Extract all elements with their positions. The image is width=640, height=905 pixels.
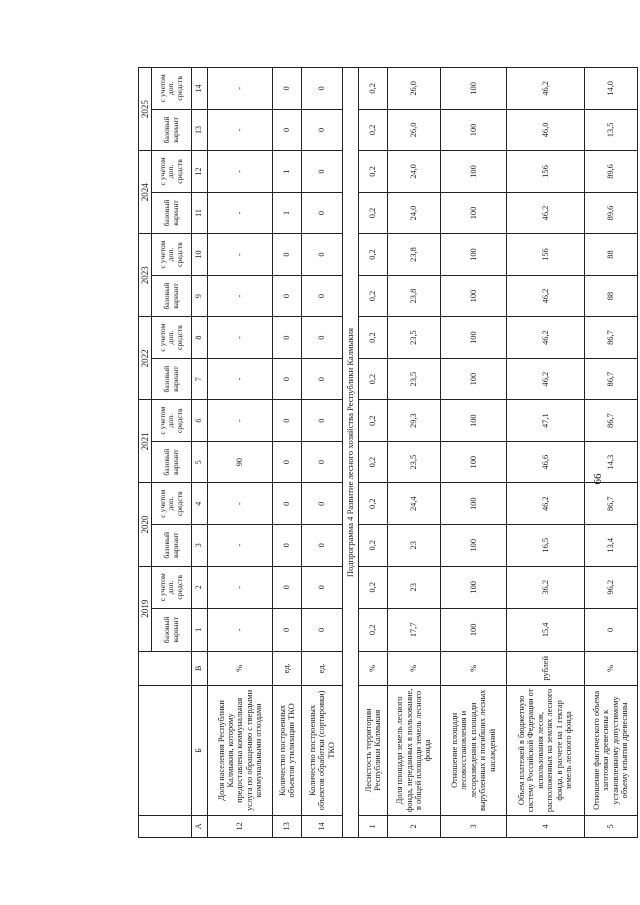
unit-cell: %	[359, 651, 388, 685]
value-cell: -	[207, 192, 273, 234]
column-number-cell: 2	[192, 566, 208, 609]
value-cell: 100	[441, 275, 507, 317]
value-cell: 100	[441, 234, 507, 276]
value-cell: -	[207, 358, 273, 400]
value-cell: 23,5	[387, 358, 440, 400]
value-cell: 0	[301, 483, 342, 525]
value-cell: 0,2	[359, 358, 388, 400]
base-variant-header: базовый вариант	[152, 441, 192, 483]
value-cell: 100	[441, 609, 507, 652]
base-variant-header: базовый вариант	[152, 275, 192, 317]
value-cell: 88	[584, 234, 637, 276]
indicator-name-cell: Объем платежей в бюджетную систему Российской Федерации от использования лесов, расположенных на землях лесного фонда, в расчете на 1 гектар земель лесного фонда	[506, 686, 584, 816]
extra-funds-header: с учетом доп. средств	[152, 317, 192, 359]
value-cell: 1	[273, 151, 302, 193]
value-cell: 0	[301, 275, 342, 317]
value-cell: 0	[273, 441, 302, 483]
value-cell: 0	[301, 317, 342, 359]
value-cell: 16,5	[506, 524, 584, 566]
value-cell: 86,7	[584, 483, 637, 525]
value-cell: 0	[273, 400, 302, 442]
value-cell: 47,1	[506, 400, 584, 442]
year-header: 2019	[139, 566, 152, 651]
indicator-name-cell: Отношение фактического объема заготовки древесины к установленному допустимому объему изъятия древесины	[584, 686, 637, 816]
column-number-cell: 10	[192, 234, 208, 276]
value-cell: 89,6	[584, 192, 637, 234]
column-number-cell: 12	[192, 151, 208, 193]
value-cell: 0	[273, 68, 302, 110]
header-empty-cell	[139, 651, 192, 685]
column-number-cell: В	[192, 651, 208, 685]
rotated-table-sheet	[138, 67, 638, 838]
value-cell: 86,7	[584, 358, 637, 400]
value-cell: 100	[441, 441, 507, 483]
unit-cell: %	[207, 651, 273, 685]
unit-cell: ед.	[301, 651, 342, 685]
value-cell: 96,2	[584, 566, 637, 609]
value-cell: 0,2	[359, 609, 388, 652]
value-cell: -	[207, 483, 273, 525]
year-header: 2025	[139, 68, 152, 151]
unit-cell: %	[387, 651, 440, 685]
value-cell: 89,6	[584, 151, 637, 193]
indicator-name-cell: Лесистость территории Республики Калмыкия	[359, 686, 388, 816]
row-number-cell: 14	[301, 815, 342, 837]
value-cell: 46,2	[506, 192, 584, 234]
value-cell: 100	[441, 151, 507, 193]
value-cell: 0,2	[359, 109, 388, 151]
column-number-cell: 1	[192, 609, 208, 652]
value-cell: -	[207, 275, 273, 317]
value-cell: 0,2	[359, 317, 388, 359]
year-header: 2024	[139, 151, 152, 234]
column-number-cell: 14	[192, 68, 208, 110]
value-cell: -	[207, 68, 273, 110]
value-cell: 24,0	[387, 192, 440, 234]
indicators-table	[138, 67, 638, 838]
value-cell: 23,8	[387, 275, 440, 317]
value-cell: 14,0	[584, 68, 637, 110]
value-cell: 0,2	[359, 400, 388, 442]
base-variant-header: базовый вариант	[152, 192, 192, 234]
value-cell: 100	[441, 109, 507, 151]
year-header: 2023	[139, 234, 152, 317]
value-cell: 100	[441, 566, 507, 609]
unit-cell: ед.	[273, 651, 302, 685]
value-cell: 0	[273, 524, 302, 566]
header-years-row	[139, 68, 152, 838]
value-cell: 26,0	[387, 109, 440, 151]
value-cell: 17,7	[387, 609, 440, 652]
value-cell: 88	[584, 275, 637, 317]
value-cell: 29,3	[387, 400, 440, 442]
table-row	[387, 68, 440, 838]
value-cell: -	[207, 151, 273, 193]
value-cell: 156	[506, 234, 584, 276]
value-cell: 0	[273, 317, 302, 359]
value-cell: 23	[387, 566, 440, 609]
row-number-cell: 1	[359, 815, 388, 837]
indicator-name-cell: Доля населения Республики Калмыкия, которому предоставлена коммунальная услуга по обращению с твердыми коммунальными отходами	[207, 686, 273, 816]
value-cell: 24,4	[387, 483, 440, 525]
extra-funds-header: с учетом доп. средств	[152, 68, 192, 110]
value-cell: 0,2	[359, 151, 388, 193]
column-number-row	[192, 68, 208, 838]
value-cell: 0,2	[359, 524, 388, 566]
value-cell: 1	[273, 192, 302, 234]
column-number-cell: 13	[192, 109, 208, 151]
indicator-name-cell: Количество построенных объектов утилизации ТКО	[273, 686, 302, 816]
value-cell: 0,2	[359, 68, 388, 110]
header-empty-cell	[139, 815, 192, 837]
value-cell: -	[207, 609, 273, 652]
value-cell: 100	[441, 483, 507, 525]
table-row	[359, 68, 388, 838]
value-cell: 0	[301, 192, 342, 234]
subprogram-title-row	[342, 68, 359, 838]
value-cell: 100	[441, 192, 507, 234]
value-cell: 90	[207, 441, 273, 483]
unit-cell: %	[441, 651, 507, 685]
value-cell: 0,2	[359, 483, 388, 525]
value-cell: 0,2	[359, 566, 388, 609]
value-cell: 46,2	[506, 358, 584, 400]
value-cell: -	[207, 234, 273, 276]
value-cell: 0	[273, 275, 302, 317]
value-cell: 23,5	[387, 441, 440, 483]
value-cell: 46,2	[506, 68, 584, 110]
row-number-cell: 3	[441, 815, 507, 837]
value-cell: 15,4	[506, 609, 584, 652]
value-cell: -	[207, 524, 273, 566]
base-variant-header: базовый вариант	[152, 609, 192, 652]
value-cell: 0	[301, 109, 342, 151]
value-cell: 26,0	[387, 68, 440, 110]
row-number-cell: 12	[207, 815, 273, 837]
value-cell: 100	[441, 400, 507, 442]
value-cell: -	[207, 109, 273, 151]
value-cell: 46,2	[506, 483, 584, 525]
table-row	[207, 68, 273, 838]
base-variant-header: базовый вариант	[152, 109, 192, 151]
value-cell: -	[207, 400, 273, 442]
year-header: 2020	[139, 483, 152, 566]
header-empty-cell	[139, 686, 192, 816]
year-header: 2022	[139, 317, 152, 400]
table-row	[506, 68, 584, 838]
value-cell: 0	[301, 234, 342, 276]
column-number-cell: 5	[192, 441, 208, 483]
value-cell: 46,6	[506, 441, 584, 483]
table-body	[192, 68, 638, 838]
column-number-cell: 9	[192, 275, 208, 317]
column-number-cell: 8	[192, 317, 208, 359]
column-number-cell: 4	[192, 483, 208, 525]
value-cell: 0	[273, 566, 302, 609]
page-number: 66	[592, 473, 604, 485]
value-cell: 0	[273, 234, 302, 276]
value-cell: -	[207, 566, 273, 609]
value-cell: 23	[387, 524, 440, 566]
extra-funds-header: с учетом доп. средств	[152, 566, 192, 609]
value-cell: 46,2	[506, 317, 584, 359]
extra-funds-header: с учетом доп. средств	[152, 151, 192, 193]
row-number-cell: 4	[506, 815, 584, 837]
value-cell: 24,0	[387, 151, 440, 193]
value-cell: 0,2	[359, 275, 388, 317]
row-number-cell: 2	[387, 815, 440, 837]
value-cell: 13,4	[584, 524, 637, 566]
column-number-cell: А	[192, 815, 208, 837]
column-number-cell: 6	[192, 400, 208, 442]
value-cell: 0	[273, 358, 302, 400]
value-cell: 0	[301, 68, 342, 110]
value-cell: 46,0	[506, 109, 584, 151]
value-cell: -	[207, 317, 273, 359]
extra-funds-header: с учетом доп. средств	[152, 234, 192, 276]
year-header: 2021	[139, 400, 152, 483]
value-cell: 0	[301, 441, 342, 483]
table-row	[273, 68, 302, 838]
column-number-cell: 7	[192, 358, 208, 400]
value-cell: 100	[441, 524, 507, 566]
value-cell: 0	[301, 400, 342, 442]
value-cell: 0	[584, 609, 637, 652]
value-cell: 0,2	[359, 441, 388, 483]
extra-funds-header: с учетом доп. средств	[152, 400, 192, 442]
value-cell: 23,8	[387, 234, 440, 276]
value-cell: 0	[301, 524, 342, 566]
value-cell: 13,5	[584, 109, 637, 151]
value-cell: 14,3	[584, 441, 637, 483]
table-row	[584, 68, 637, 838]
extra-funds-header: с учетом доп. средств	[152, 483, 192, 525]
indicator-name-cell: Доля площади земель лесного фонда, переданных в пользование, в общей площади земель лесного фонда	[387, 686, 440, 816]
row-number-cell: 5	[584, 815, 637, 837]
table-row	[301, 68, 342, 838]
value-cell: 0	[273, 609, 302, 652]
subprogram-title: Подпрограмма 4 Развитие лесного хозяйства Республики Калмыкия	[342, 68, 359, 838]
value-cell: 36,2	[506, 566, 584, 609]
value-cell: 86,7	[584, 400, 637, 442]
value-cell: 23,5	[387, 317, 440, 359]
value-cell: 100	[441, 358, 507, 400]
value-cell: 0	[273, 483, 302, 525]
value-cell: 100	[441, 317, 507, 359]
value-cell: 46,2	[506, 275, 584, 317]
base-variant-header: базовый вариант	[152, 524, 192, 566]
value-cell: 156	[506, 151, 584, 193]
column-number-cell: 3	[192, 524, 208, 566]
column-number-cell: 11	[192, 192, 208, 234]
indicator-name-cell: Количество построенных объектов обработки (сортировки) ТКО	[301, 686, 342, 816]
value-cell: 0	[273, 109, 302, 151]
value-cell: 86,7	[584, 317, 637, 359]
value-cell: 0	[301, 609, 342, 652]
unit-cell: %	[584, 651, 637, 685]
row-number-cell: 13	[273, 815, 302, 837]
value-cell: 100	[441, 68, 507, 110]
value-cell: 0,2	[359, 192, 388, 234]
unit-cell: рублей	[506, 651, 584, 685]
value-cell: 0	[301, 151, 342, 193]
value-cell: 0	[301, 566, 342, 609]
value-cell: 0,2	[359, 234, 388, 276]
table-row	[441, 68, 507, 838]
value-cell: 0	[301, 358, 342, 400]
base-variant-header: базовый вариант	[152, 358, 192, 400]
indicator-name-cell: Отношение площади лесовосстановления и лесоразведения к площади вырубленных и погибших лесных насаждений	[441, 686, 507, 816]
column-number-cell: Б	[192, 686, 208, 816]
